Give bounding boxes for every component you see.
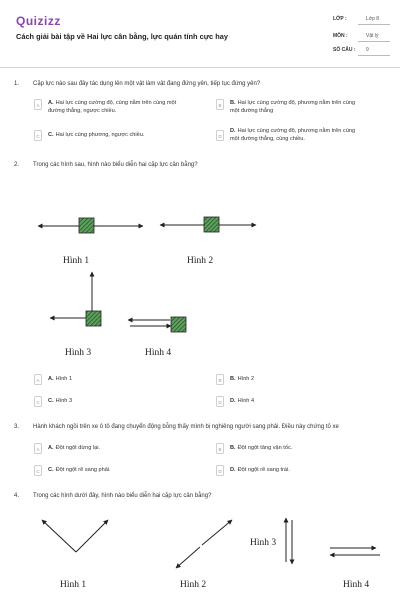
question-count-label: SỐ CÂU : <box>333 47 356 53</box>
option-label: D. <box>230 398 236 404</box>
figure-1-diagram <box>42 520 108 552</box>
option-text: Hai lực cùng cường độ, phương nằm trên cùng <box>237 100 356 106</box>
option-text: Đột ngột dừng lại. <box>55 445 101 451</box>
option-label: B. <box>230 100 236 106</box>
option-text-cont: đường thẳng, ngược chiều. <box>48 107 117 114</box>
question-number: 1. <box>14 81 20 87</box>
subject-value: Vật lý <box>366 33 379 39</box>
figure-caption: Hình 3 <box>65 348 92 358</box>
option-letter-box: A <box>34 99 42 110</box>
option-letter-box: A <box>34 443 42 454</box>
subject-label: MÔN : <box>333 33 348 39</box>
option-label: B. <box>230 376 236 382</box>
option-letter-box: B <box>216 443 224 454</box>
option-text: Đột ngột rẽ sang phải. <box>55 467 111 473</box>
option-letter-box: D <box>216 465 224 476</box>
option-text: Hình 3 <box>55 398 73 404</box>
question-count-value: 9 <box>366 47 369 53</box>
option-text: Đột ngột rẽ sang trái. <box>237 467 290 473</box>
option-letter-box: A <box>34 374 42 385</box>
question-text: Trong các hình sau, hình nào biểu diễn hai cặp lực cân bằng? <box>33 162 198 168</box>
option-label: C. <box>48 398 54 404</box>
option-text: Hai lực cùng cường độ, phương nằm trên cùng <box>237 128 356 134</box>
option-text-cont: một đường thẳng, cùng chiều. <box>230 135 305 142</box>
question-text: Hành khách ngồi trên xe ô tô đang chuyển động bỗng thấy mình bị nghiêng người sang phải. Điều này chứng tỏ xe <box>33 424 339 430</box>
option-label: A. <box>48 445 54 451</box>
option-label: D. <box>230 467 236 473</box>
option-letter-box: B <box>216 374 224 385</box>
figure-caption: Hình 2 <box>187 256 214 266</box>
option-text: Hai lực cùng phương, ngược chiều. <box>55 132 145 138</box>
option-label: C. <box>48 467 54 473</box>
option-label: B. <box>230 445 236 451</box>
question-number: 3. <box>14 424 20 430</box>
option-text: Đột ngột tăng vận tốc. <box>237 445 293 451</box>
option-letter-box: D <box>216 130 224 141</box>
figure-caption: Hình 4 <box>145 348 172 358</box>
option-text: Hình 2 <box>237 376 255 382</box>
option-label: A. <box>48 100 54 106</box>
option-text: Hình 1 <box>55 376 73 382</box>
option-text-cont: một đường thẳng <box>230 107 274 114</box>
class-value: Lớp 8 <box>366 16 380 22</box>
question-text: Cặp lực nào sau đây tác dụng lên một vật làm vật đang đứng yên, tiếp tục đứng yên? <box>33 81 261 87</box>
question-number: 2. <box>14 162 20 168</box>
figure-caption: Hình 3 <box>250 538 277 548</box>
figure-2-diagram <box>176 520 232 568</box>
figure-3-diagram <box>286 518 292 564</box>
figure-caption: Hình 1 <box>63 256 90 266</box>
option-letter-box: C <box>34 130 42 141</box>
quizizz-logo[interactable]: Quizizz <box>16 14 61 28</box>
option-letter-box: B <box>216 99 224 110</box>
option-letter-box: C <box>34 396 42 407</box>
figure-4-diagram <box>330 548 380 555</box>
option-letter-box: D <box>216 396 224 407</box>
option-text: Hai lực cùng cường độ, cùng nằm trên cùng một <box>55 100 177 106</box>
page-title: Cách giải bài tập về Hai lực cân bằng, lực quán tính cực hay <box>16 32 228 41</box>
option-letter-box: C <box>34 465 42 476</box>
figure-caption: Hình 2 <box>180 580 207 590</box>
figure-caption: Hình 1 <box>60 580 87 590</box>
option-text: Hình 4 <box>237 398 255 404</box>
option-label: A. <box>48 376 54 382</box>
figure-caption: Hình 4 <box>343 580 370 590</box>
option-label: C. <box>48 132 54 138</box>
question-text: Trong các hình dưới đây, hình nào biểu diễn hai cặp lực cân bằng? <box>33 493 212 499</box>
question-number: 4. <box>14 493 20 499</box>
option-label: D. <box>230 128 236 134</box>
class-label: LỚP : <box>333 16 347 22</box>
